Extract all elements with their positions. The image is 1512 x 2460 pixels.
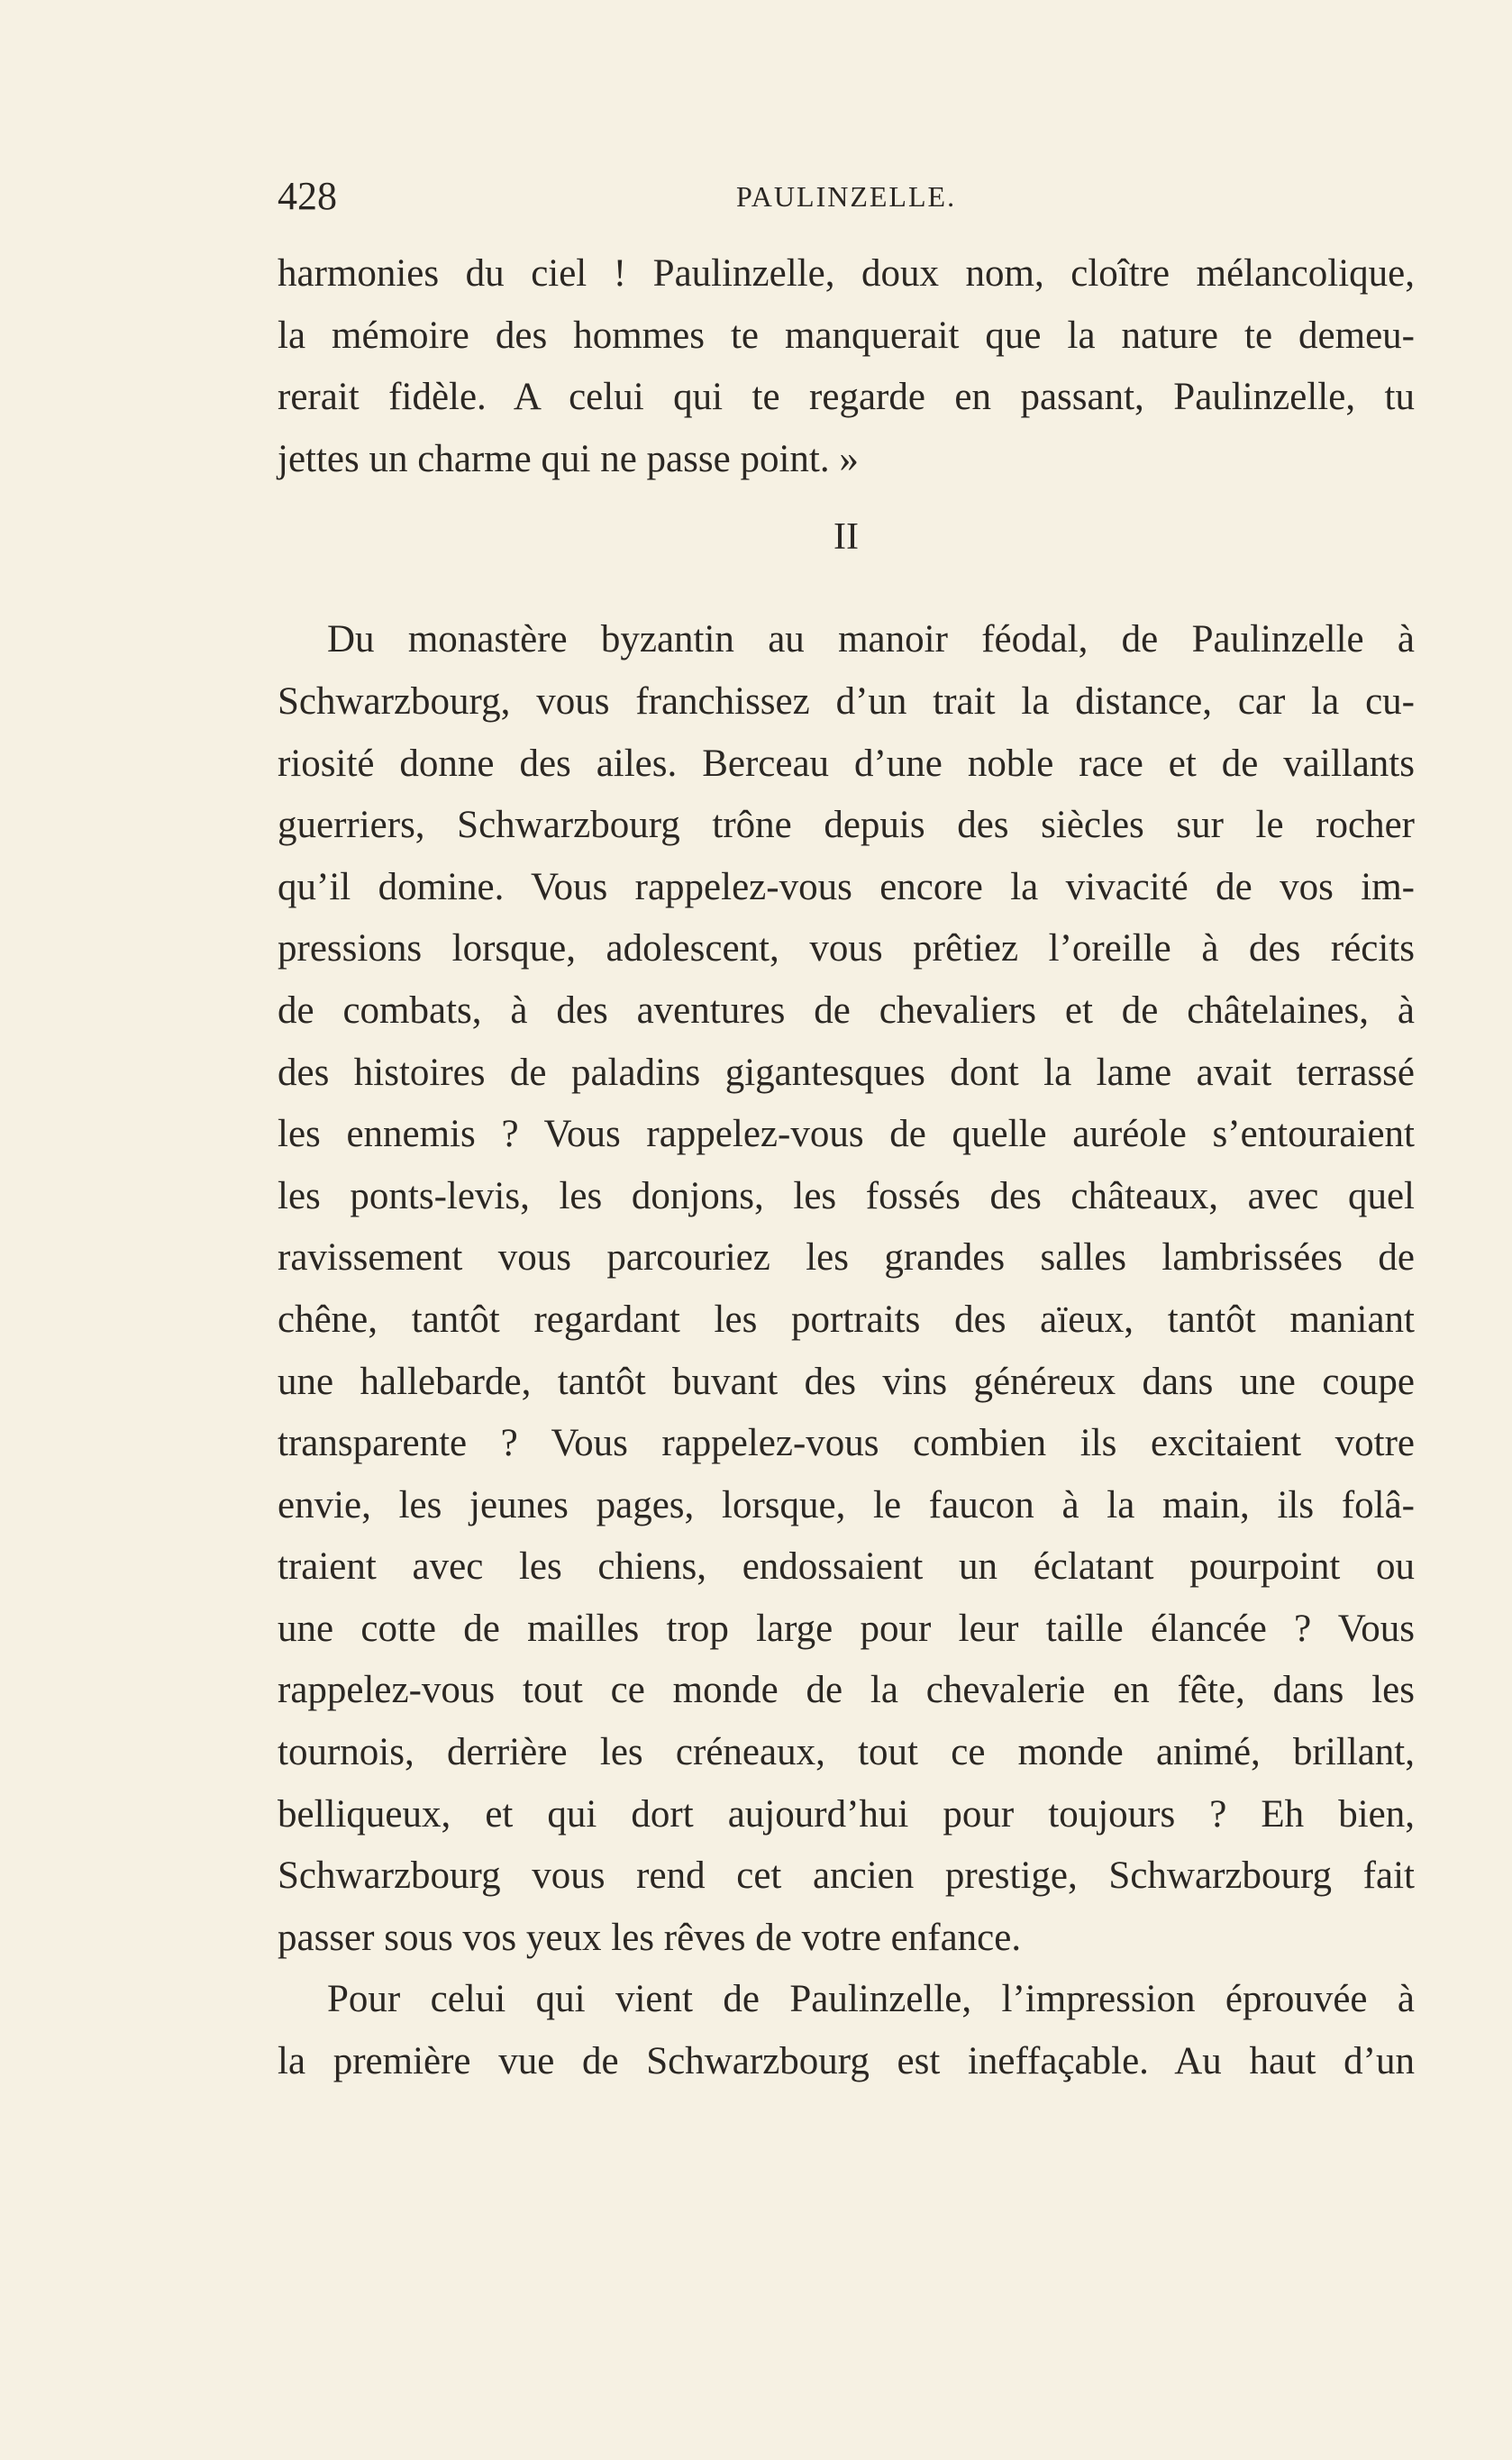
text-line: passer sous vos yeux les rêves de votre enfance. <box>278 1916 1022 1959</box>
running-title: PAULINZELLE. <box>735 180 957 213</box>
text-line: Schwarzbourg, vous franchissez d’un trait la distance, car la cu- <box>278 679 1415 723</box>
text-line: rerait fidèle. A celui qui te regarde en passant, Paulinzelle, tu <box>278 376 1415 419</box>
text-line: traient avec les chiens, endossaient un éclatant pourpoint ou <box>278 1545 1415 1589</box>
text-line: belliqueux, et qui dort aujourd’hui pour toujours ? Eh bien, <box>278 1792 1415 1836</box>
running-head <box>278 171 1415 222</box>
text-line: la mémoire des hommes te manquerait que la nature te demeu- <box>278 314 1415 357</box>
text-line: les ponts-levis, les donjons, les fossés des châteaux, avec quel <box>278 1174 1415 1217</box>
text-line: des histoires de paladins gigantesques dont la lame avait terrassé <box>278 1051 1415 1094</box>
body-text <box>278 243 1415 2093</box>
text-line: jettes un charme qui ne passe point. » <box>278 437 859 480</box>
text-line: guerriers, Schwarzbourg trône depuis des siècles sur le rocher <box>278 804 1415 847</box>
text-line: une hallebarde, tantôt buvant des vins généreux dans une coupe <box>278 1360 1415 1403</box>
text-line: la première vue de Schwarzbourg est ineffaçable. Au haut d’un <box>278 2040 1415 2083</box>
text-line: Du monastère byzantin au manoir féodal, de Paulinzelle à <box>327 618 1415 661</box>
section-heading: II <box>833 516 859 559</box>
page-number: 428 <box>278 174 337 218</box>
text-line: Schwarzbourg vous rend cet ancien prestige, Schwarzbourg fait <box>278 1854 1415 1898</box>
text-line: ravissement vous parcouriez les grandes salles lambrissées de <box>278 1236 1415 1280</box>
text-line: riosité donne des ailes. Berceau d’une noble race et de vaillants <box>278 742 1415 785</box>
text-line: chêne, tantôt regardant les portraits des aïeux, tantôt maniant <box>278 1298 1415 1341</box>
text-line: qu’il domine. Vous rappelez-vous encore la vivacité de vos im- <box>278 865 1415 908</box>
text-line: pressions lorsque, adolescent, vous prêtiez l’oreille à des récits <box>278 927 1415 970</box>
text-line: transparente ? Vous rappelez-vous combien ils excitaient votre <box>278 1422 1415 1465</box>
text-line: harmonies du ciel ! Paulinzelle, doux nom, cloître mélancolique, <box>278 252 1415 295</box>
text-line: une cotte de mailles trop large pour leur taille élancée ? Vous <box>278 1607 1415 1650</box>
text-line: Pour celui qui vient de Paulinzelle, l’impression éprouvée à <box>327 1978 1415 2021</box>
text-line: tournois, derrière les créneaux, tout ce monde animé, brillant, <box>278 1731 1415 1774</box>
text-line: envie, les jeunes pages, lorsque, le faucon à la main, ils folâ- <box>278 1483 1415 1526</box>
text-line: les ennemis ? Vous rappelez-vous de quelle auréole s’entouraient <box>278 1113 1415 1156</box>
text-line: rappelez-vous tout ce monde de la chevalerie en fête, dans les <box>278 1669 1415 1712</box>
text-line: de combats, à des aventures de chevaliers et de châtelaines, à <box>278 989 1415 1032</box>
section-gap <box>278 593 1415 609</box>
